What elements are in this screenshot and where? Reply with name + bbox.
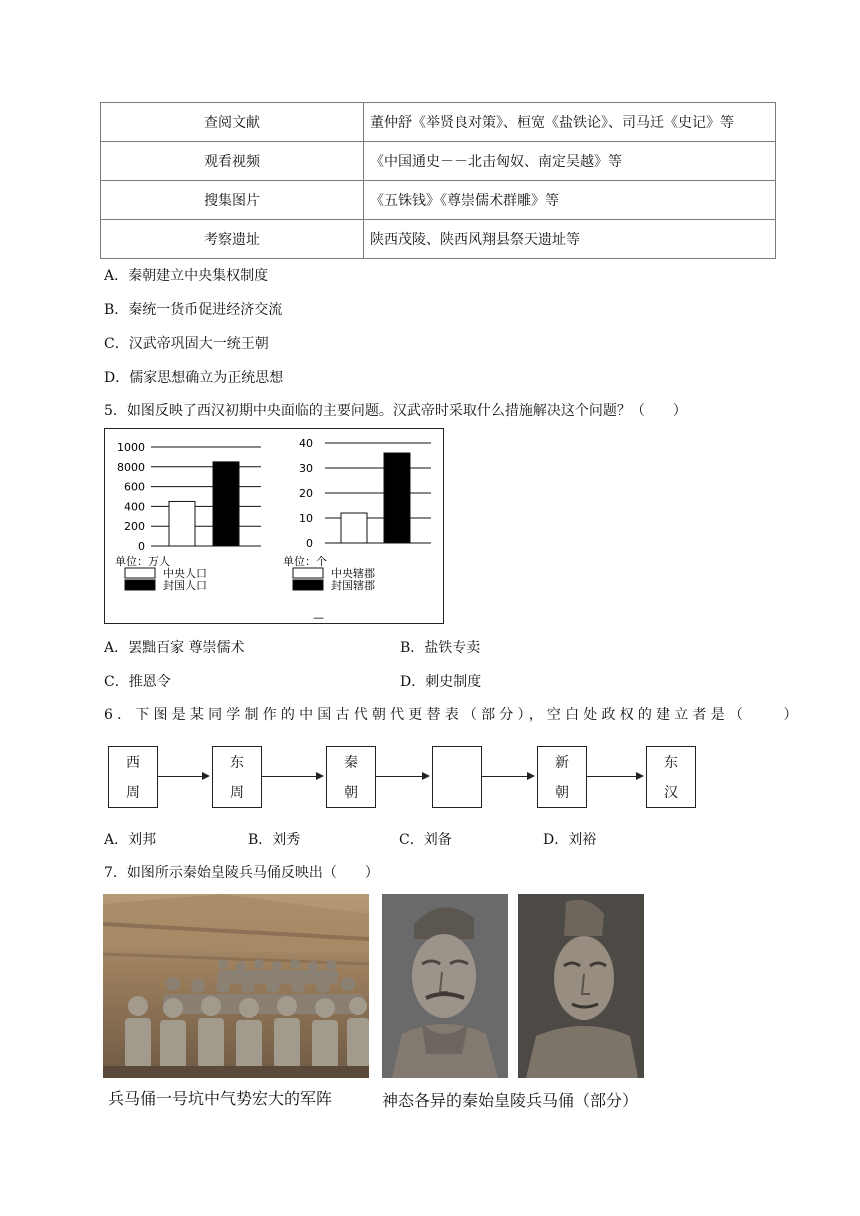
y-tick-label: 30 [299, 462, 313, 475]
dynasty-char-bottom: 朝 [555, 785, 569, 801]
dynasty-char-bottom: 朝 [344, 785, 358, 801]
y-tick-label: 200 [124, 520, 145, 534]
q4-option-d[interactable]: D．儒家思想确立为正统思想 [104, 370, 284, 386]
method-cell: 搜集图片 [101, 181, 364, 220]
dynasty-char-bottom: 汉 [664, 785, 678, 801]
unit-label: 单位：万人 [115, 555, 170, 568]
legend-swatch [125, 580, 155, 590]
method-cell: 查阅文献 [101, 103, 364, 142]
dynasty-box [646, 746, 696, 808]
y-tick-label: 40 [299, 437, 313, 450]
arrow-right-icon [587, 776, 642, 777]
bar [341, 513, 367, 543]
legend-label: 封国辖郡 [331, 579, 375, 592]
method-cell: 观看视频 [101, 142, 364, 181]
y-tick-label: 8000 [117, 460, 145, 474]
arrow-right-icon [262, 776, 322, 777]
method-cell: 考察遗址 [101, 220, 364, 259]
warrior-bust-photo-1 [382, 894, 508, 1078]
dynasty-box [108, 746, 158, 808]
q6-option-a[interactable]: A．刘邦 [104, 832, 157, 848]
legend-swatch [293, 580, 323, 590]
y-tick-label: 0 [138, 540, 145, 553]
q6-option-b[interactable]: B．刘秀 [248, 832, 301, 848]
content-cell: 陕西茂陵、陕西风翔县祭天遗址等 [364, 220, 776, 259]
y-tick-label: 20 [299, 487, 313, 500]
dynasty-box [326, 746, 376, 808]
y-tick-label: 10 [299, 512, 313, 525]
unit-label: 单位：个 [283, 555, 327, 568]
bar [213, 462, 239, 546]
legend-label: 中央人口 [163, 567, 207, 580]
q5-chart-figure [104, 428, 444, 624]
y-tick-label: 0 [306, 537, 313, 550]
dynasty-box [537, 746, 587, 808]
q4-option-b[interactable]: B．秦统一货币促进经济交流 [104, 302, 283, 318]
q5-bar-charts [105, 429, 445, 625]
dynasty-char-top: 新 [555, 755, 569, 771]
warrior-bust-photo-2 [518, 894, 644, 1078]
q5-option-a[interactable]: A．罢黜百家 尊崇儒术 [104, 640, 245, 656]
q5-stem: 5．如图反映了西汉初期中央面临的主要问题。汉武帝时采取什么措施解决这个问题？（ ） [104, 403, 687, 419]
arrow-right-icon [158, 776, 208, 777]
y-tick-label: 400 [124, 500, 145, 514]
q6-option-c[interactable]: C．刘备 [399, 832, 452, 848]
legend-swatch [125, 568, 155, 578]
legend-label: 封国人口 [163, 579, 207, 592]
table-row [101, 220, 776, 259]
dynasty-char-top: 东 [664, 755, 678, 771]
q5-option-b[interactable]: B．盐铁专卖 [400, 640, 481, 656]
table-row [101, 142, 776, 181]
table-row [101, 103, 776, 142]
dynasty-char-top: 秦 [344, 755, 358, 771]
bar [384, 453, 410, 543]
table-row [101, 181, 776, 220]
dynasty-char-bottom: 周 [230, 785, 244, 801]
bar [169, 501, 195, 546]
terracotta-pit-photo [103, 894, 369, 1078]
figure-mark: — [313, 611, 324, 624]
content-cell: 《中国通史－－北击匈奴、南定吴越》等 [364, 142, 776, 181]
y-tick-label: 600 [124, 480, 145, 494]
dynasty-box [212, 746, 262, 808]
dynasty-char-top: 东 [230, 755, 244, 771]
dynasty-char-bottom: 周 [126, 785, 140, 801]
q6-stem: 6．下图是某同学制作的中国古代朝代更替表（部分），空白处政权的建立者是（ ） [104, 707, 802, 723]
dynasty-char-top: 西 [126, 755, 140, 771]
q4-option-c[interactable]: C．汉武帝巩固大一统王朝 [104, 336, 269, 352]
q6-option-d[interactable]: D．刘裕 [543, 832, 597, 848]
q5-option-c[interactable]: C．推恩令 [104, 674, 171, 690]
arrow-right-icon [482, 776, 533, 777]
q7-stem: 7．如图所示秦始皇陵兵马俑反映出（ ） [104, 865, 379, 881]
dynasty-box-blank [432, 746, 482, 808]
y-tick-label: 1000 [117, 441, 145, 454]
legend-swatch [293, 568, 323, 578]
research-methods-table [100, 102, 776, 259]
caption-left: 兵马俑一号坑中气势宏大的军阵 [108, 1089, 333, 1108]
q5-option-d[interactable]: D．刺史制度 [400, 674, 482, 690]
content-cell: 董仲舒《举贤良对策》、桓宽《盐铁论》、司马迁《史记》等 [364, 103, 776, 142]
q4-option-a[interactable]: A．秦朝建立中央集权制度 [104, 268, 269, 284]
content-cell: 《五铢钱》《尊崇儒术群雕》等 [364, 181, 776, 220]
arrow-right-icon [376, 776, 428, 777]
legend-label: 中央辖郡 [331, 567, 375, 580]
caption-right: 神态各异的秦始皇陵兵马俑（部分） [382, 1091, 639, 1110]
